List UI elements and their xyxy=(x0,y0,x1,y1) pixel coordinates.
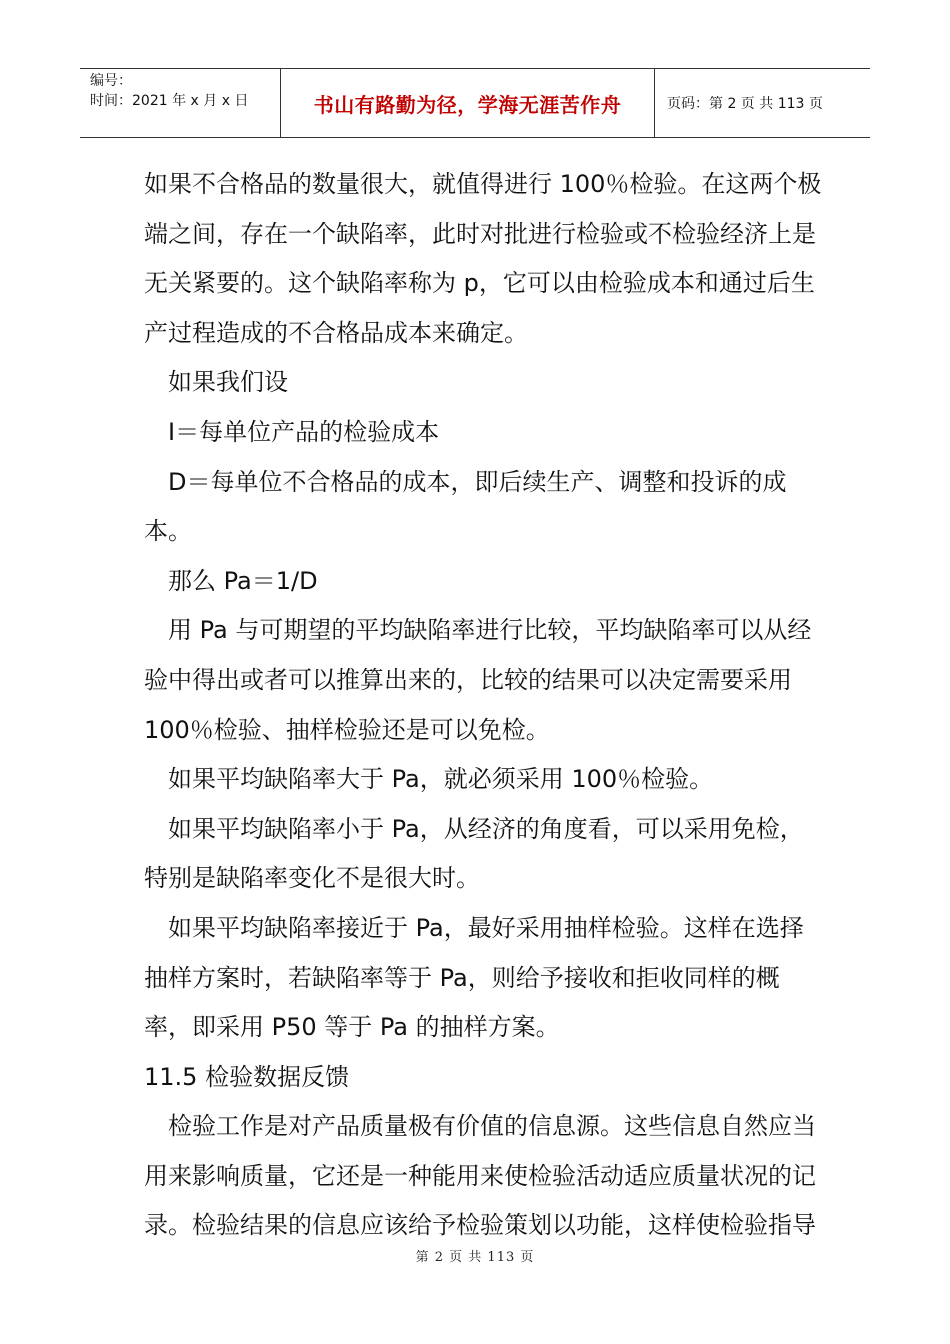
page-header xyxy=(80,68,870,138)
paragraph: 那么 Pa＝1/D xyxy=(168,566,318,595)
number-label: 编号： xyxy=(90,73,132,89)
header-motto: 书山有路勤为径，学海无涯苦作舟 xyxy=(281,69,655,137)
paragraph: 如果我们设 xyxy=(168,368,288,397)
paragraph: 检验工作是对产品质量极有价值的信息源。这些信息自然应当用来影响质量，它还是一种能用来使检验活动适应质量状况的记录。检验结果的信息应该给予检验策划以功能，这样使检验指导 xyxy=(144,1112,816,1240)
paragraph: I＝每单位产品的检验成本 xyxy=(168,417,440,446)
paragraph: 如果平均缺陷率大于 Pa，就必须采用 100％检验。 xyxy=(168,765,714,794)
time-label: 时间：2021 年 x 月 x 日 xyxy=(90,93,249,109)
paragraph: 如果不合格品的数量很大，就值得进行 100％检验。在这两个极端之间，存在一个缺陷率，此时对批进行检验或不检验经济上是无关紧要的。这个缺陷率称为 p，它可以由检验成本和通过后生产过程造成的不合格品成本来确定。 xyxy=(144,170,822,347)
document-body xyxy=(144,160,824,1251)
paragraph: 如果平均缺陷率小于 Pa，从经济的角度看，可以采用免检，特别是缺陷率变化不是很大时。 xyxy=(144,814,804,893)
paragraph: D＝每单位不合格品的成本，即后续生产、调整和投诉的成本。 xyxy=(144,467,787,546)
paragraph: 用 Pa 与可期望的平均缺陷率进行比较，平均缺陷率可以从经验中得出或者可以推算出来的，比较的结果可以决定需要采用 100％检验、抽样检验还是可以免检。 xyxy=(144,616,812,744)
header-page-info: 页码：第 2 页 共 113 页 xyxy=(667,96,823,112)
header-meta xyxy=(80,69,281,137)
section-heading: 11.5 检验数据反馈 xyxy=(144,1062,350,1091)
paragraph: 如果平均缺陷率接近于 Pa，最好采用抽样检验。这样在选择抽样方案时，若缺陷率等于 Pa，则给予接收和拒收同样的概率，即采用 P50 等于 Pa 的抽样方案。 xyxy=(144,913,804,1042)
page-footer: 第 2 页 共 113 页 xyxy=(415,1250,535,1265)
